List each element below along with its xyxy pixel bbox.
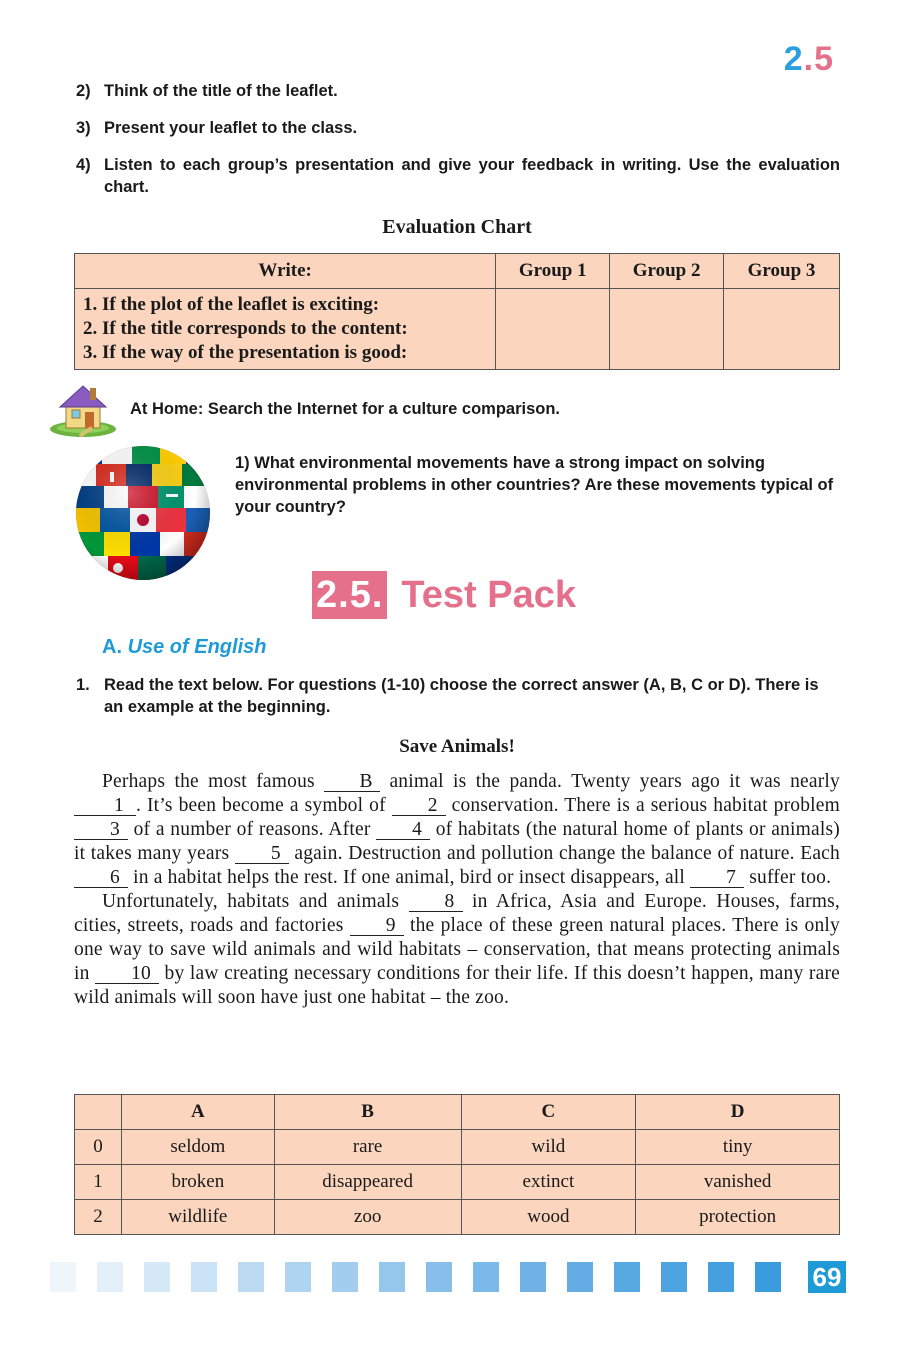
table-header-row: [75, 254, 840, 289]
story-paragraph: [74, 890, 840, 1010]
text-run: in a habitat helps the rest. If one animal, bird or insect disappears, all: [128, 867, 691, 888]
text-run: Perhaps the most famous: [102, 771, 325, 792]
subsection-title: Use of English: [127, 636, 267, 658]
culture-question: 1) What environmental movements have a strong impact on solving environmental problems in other countries? Are these movements typical of your country?: [235, 454, 834, 516]
gap-blank: B: [324, 772, 380, 792]
header-cell: [75, 1095, 122, 1130]
header-cell: D: [636, 1095, 840, 1130]
badge-major: 2: [783, 40, 804, 78]
question-number: 0: [75, 1130, 122, 1165]
evaluation-table: [74, 253, 840, 370]
step-text: Present your leaflet to the class.: [104, 119, 358, 137]
text-run: . It’s been become a symbol of: [136, 795, 392, 816]
text-run: conservation. There is a serious habitat problem: [445, 795, 841, 816]
text-run: of habitats (the natural home of plants or animals) it takes many years: [74, 819, 840, 864]
option-cell: wildlife: [121, 1200, 274, 1235]
step-text: Think of the title of the leaflet.: [104, 82, 338, 100]
decor-square: [661, 1262, 687, 1292]
decor-square: [332, 1262, 358, 1292]
decor-square: [285, 1262, 311, 1292]
task-text: Read the text below. For questions (1-10) choose the correct answer (A, B, C or D). There is an example at the beginning.: [104, 676, 819, 716]
text-run: animal is the panda. Twenty years ago it was nearly: [380, 771, 840, 792]
story-title: Save Animals!: [399, 736, 515, 757]
header-cell: B: [274, 1095, 461, 1130]
page-number: 69: [808, 1261, 846, 1293]
option-cell: disappeared: [274, 1165, 461, 1200]
decor-square: [379, 1262, 405, 1292]
story-paragraph: [74, 770, 840, 890]
gap-blank: 1: [74, 796, 136, 816]
gap-blank: 5: [235, 844, 289, 864]
table-header-row: [75, 1095, 840, 1130]
evaluation-chart-title: Evaluation Chart: [382, 216, 532, 238]
decor-square: [97, 1262, 123, 1292]
house-icon: [48, 380, 118, 438]
footer-decoration: [50, 1262, 802, 1292]
header-cell-group-2: Group 2: [610, 254, 724, 289]
option-cell: zoo: [274, 1200, 461, 1235]
task-instruction: [76, 674, 840, 718]
instruction-list: [76, 80, 840, 213]
task-number: 1.: [76, 676, 90, 694]
step-text: Listen to each group’s presentation and give your feedback in writing. Use the evaluation chart.: [104, 156, 840, 196]
answer-options-table: [74, 1094, 840, 1235]
gap-blank: 4: [376, 820, 430, 840]
decor-square: [50, 1262, 76, 1292]
criteria-cell: [75, 289, 496, 370]
group-3-cell: [724, 289, 840, 370]
text-run: of a number of reasons. After: [128, 819, 377, 840]
header-cell: C: [461, 1095, 636, 1130]
badge-dot: .: [803, 40, 815, 78]
badge-minor: 5: [814, 40, 834, 78]
option-cell: tiny: [636, 1130, 840, 1165]
option-cell: wood: [461, 1200, 636, 1235]
home-assignment: At Home: Search the Internet for a culture comparison.: [130, 400, 560, 418]
gap-blank: 6: [74, 868, 128, 888]
group-1-cell: [496, 289, 610, 370]
section-title: [312, 570, 576, 620]
criterion: 3. If the way of the presentation is good:: [83, 342, 408, 363]
instruction-step: [76, 80, 840, 102]
decor-square: [473, 1262, 499, 1292]
decor-square: [614, 1262, 640, 1292]
subsection-heading: [102, 636, 266, 659]
step-number: 2): [76, 82, 91, 100]
decor-square: [191, 1262, 217, 1292]
header-cell-group-1: Group 1: [496, 254, 610, 289]
instruction-step: [76, 117, 840, 139]
gap-blank: 2: [392, 796, 446, 816]
criterion: 1. If the plot of the leaflet is exciting:: [83, 294, 380, 315]
gap-blank: 10: [95, 964, 159, 984]
group-2-cell: [610, 289, 724, 370]
option-cell: seldom: [121, 1130, 274, 1165]
section-number: 2.5.: [312, 571, 387, 619]
decor-square: [144, 1262, 170, 1292]
decor-square: [238, 1262, 264, 1292]
text-run: in Africa, Asia and Europe. Houses, farms, cities, streets, roads and factories: [74, 891, 840, 936]
criterion: 2. If the title corresponds to the content:: [83, 318, 408, 339]
decor-square: [426, 1262, 452, 1292]
decor-square: [567, 1262, 593, 1292]
section-badge: [784, 40, 834, 79]
option-cell: rare: [274, 1130, 461, 1165]
option-cell: extinct: [461, 1165, 636, 1200]
gap-blank: 3: [74, 820, 128, 840]
option-cell: vanished: [636, 1165, 840, 1200]
table-row: [75, 289, 840, 370]
option-cell: broken: [121, 1165, 274, 1200]
text-run: again. Destruction and pollution change the balance of nature. Each: [288, 843, 840, 864]
text-run: Unfortunately, habitats and animals: [102, 891, 409, 912]
flags-globe-icon: [74, 444, 212, 582]
header-cell-group-3: Group 3: [724, 254, 840, 289]
decor-square: [708, 1262, 734, 1292]
decor-square: [520, 1262, 546, 1292]
header-cell: A: [121, 1095, 274, 1130]
text-run: by law creating necessary conditions for their life. If this doesn’t happen, many rare wild animals will soon have just one habitat – the zoo.: [74, 963, 840, 1008]
story-text: [74, 770, 840, 1010]
subsection-letter: A.: [102, 636, 122, 658]
instruction-step: [76, 154, 840, 198]
gap-blank: 9: [350, 916, 404, 936]
option-cell: wild: [461, 1130, 636, 1165]
text-run: suffer too.: [744, 867, 832, 888]
table-row: [75, 1200, 840, 1235]
option-cell: protection: [636, 1200, 840, 1235]
section-label: Test Pack: [401, 573, 577, 616]
step-number: 4): [76, 156, 91, 174]
gap-blank: 8: [409, 892, 463, 912]
text-run: the place of these green natural places. There is only one way to save wild animals and wild habitats – conservation, that means protecting animals in: [74, 915, 841, 984]
table-row: [75, 1165, 840, 1200]
question-number: 1: [75, 1165, 122, 1200]
question-number: 2: [75, 1200, 122, 1235]
header-cell-write: Write:: [75, 254, 496, 289]
decor-square: [755, 1262, 781, 1292]
gap-blank: 7: [690, 868, 744, 888]
table-row: [75, 1130, 840, 1165]
step-number: 3): [76, 119, 91, 137]
